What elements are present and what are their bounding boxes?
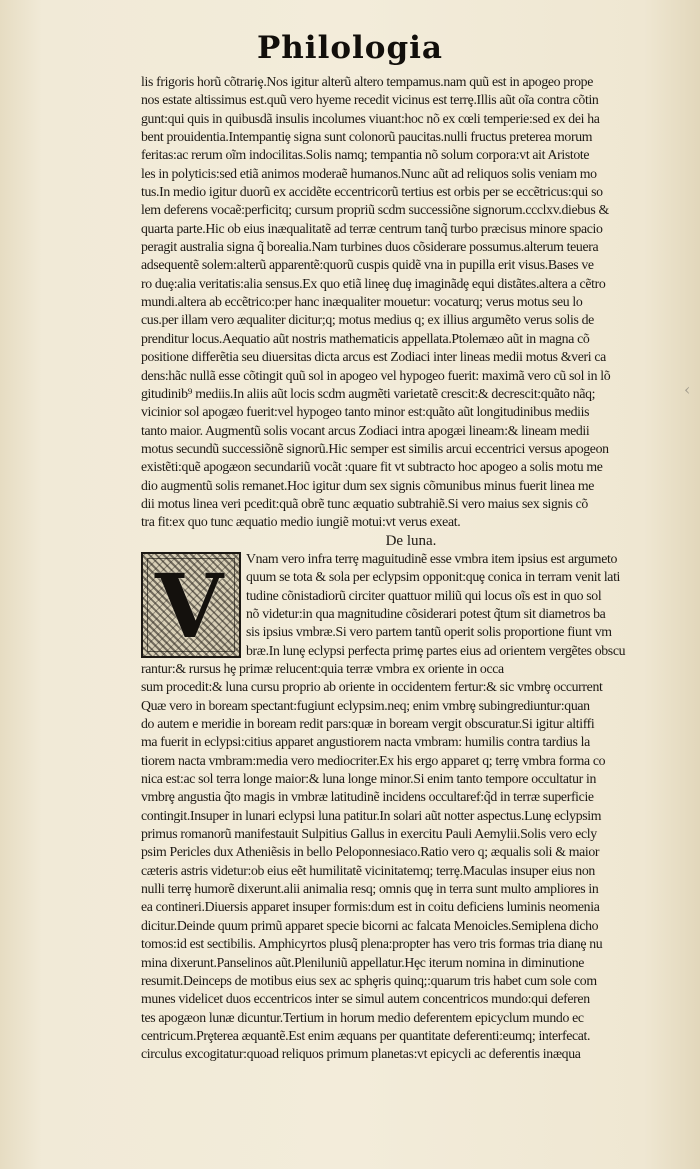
text-line: munes videlicet duos eccentricos inter se simul autem concentricos mundo:qui deferen	[141, 991, 590, 1007]
text-line: sum procedit:& luna cursu proprio ab oriente in occidentem fertur:& sic vmbrȩ occurrent	[141, 679, 603, 695]
text-line: lem deferens vocaẽ:perficitq; cursum propriũ scdm successiõne signorum.ccclxv.diebus &	[141, 202, 609, 218]
text-line: dens:hãc nullã esse cõtingit quũ sol in apogeo vel hypogeo fuerit: maximã vero cũ sol in lõ	[141, 367, 611, 383]
page-edge-mark: ‹	[684, 380, 691, 399]
text-line: cus.per illam vero æqualiter dicitur;q; motus medius q; ex illius argumẽto verus solis de	[141, 312, 594, 328]
text-line: positione differẽtia seu diuersitas dicta arcus est Zodiaci inter lineas medii motus &veri ca	[141, 349, 606, 365]
text-line: tiorem nacta vmbram:media vero mediocriter.Ex his ergo apparet q; terrȩ vmbra forma co	[141, 752, 606, 768]
text-line: tudine cõnistadiorũ circiter quattuor miliũ qui locus oĩs est in quo sol	[246, 587, 602, 603]
paragraph-sun	[141, 73, 681, 532]
text-line: ro duȩ:alia veritatis:alia sensus.Ex quo etiã lineȩ duȩ imaginãdȩ equi distãtes.altera a cẽtro	[141, 275, 606, 291]
running-head: Philologia	[256, 30, 444, 66]
text-line: mundi.altera ab eccẽtrico:per hanc inæqualiter mouetur: vocaturq; verus motus seu lo	[141, 294, 583, 310]
text-line: circulus excogitatur:quoad reliquos primum planetas:vt epicycli ac deferentis inæqua	[141, 1046, 581, 1062]
text-line: adsequentẽ solem:alterũ apparentẽ:quorũ cuspis quidẽ vna in pupilla erit visus.Bases ve	[141, 257, 594, 273]
text-line: feritas:ac rerum oĩm indocilitas.Solis namq; tempantia nõ solum corpora:vt ait Aristote	[141, 147, 590, 163]
text-line: resumit.Deinceps de motibus eius sex ac sphȩris quinq;:quarum tris habet cum sole com	[141, 972, 597, 988]
text-line: les in polyticis:sed etiã animos moderaẽ humanos.Nunc aũt ad reliquos solis veniam mo	[141, 165, 597, 181]
paragraph-moon	[141, 550, 681, 1064]
text-line: vicinior sol apogæo fuerit:vel hypogeo tanto minor est:quãto aũt longitudinibus mediis	[141, 404, 590, 420]
text-line: cæteris astris videtur:ob eius eẽt humilitatẽ vicinitatemq; terrȩ.Maculas insuper eius non	[141, 862, 595, 878]
text-line: lis frigoris horũ cõtrariȩ.Nos igitur alterũ altero tempamus.nam quũ est in apogeo prope	[141, 74, 593, 89]
text-line: do autem e meridie in boream redit pars:quæ in boream vergit obscuratur.Si igitur altiffi	[141, 716, 595, 732]
text-line: dii motus linea veri pcedit:quã obrẽ tunc æquatio subtrahiẽ.Si vero maius sex signis cõ	[141, 495, 588, 511]
text-line: prenditur locus.Aequatio aũt nostris mathematicis appellata.Ptolemæo aũt in magna cõ	[141, 330, 590, 346]
text-line: peragit australia signa q̃ borealia.Nam turbines duos cõsiderare possumus.alterum teuera	[141, 239, 599, 255]
text-line: dio augmentũ solis remanet.Hoc igitur dum sex signis cõmunibus minus fuerit linea me	[141, 477, 595, 493]
text-line: tomos:id est sectibilis. Amphicyrtos plusq̃ plena:propter has vero tris formas tria dianȩ nu	[141, 936, 603, 952]
text-block	[141, 73, 681, 1064]
decorated-initial	[141, 552, 241, 658]
text-line: contingit.Insuper in lunari eclypsi luna patitur.In solari aũt notter aspectus.Lunȩ eclypsim	[141, 807, 602, 823]
text-line: existẽti:quẽ apogæon secundariũ vocãt :quare fit vt subtracto hoc apogeo a solis motu me	[141, 459, 603, 475]
text-line: quum se tota & sola per eclypsim opponit:quȩ conica in terram venit lati	[246, 569, 621, 585]
text-line: primus romanorũ manifestauit Sulpitius Gallus in exercitu Pauli Aemylii.Solis vero ecly	[141, 826, 597, 842]
text-line: psim Pericles dux Atheniẽsis in bello Peloponnesiaco.Ratio vero q; æqualis soli & maior	[141, 844, 600, 860]
text-line: Quæ vero in boream spectant:fugiunt eclypsim.neq; enim vmbrȩ subingrediuntur:quan	[141, 697, 590, 713]
text-line: tanto maior. Augmentũ solis vocant arcus Zodiaci intra apogæi lineam:& lineam medii	[141, 422, 590, 438]
text-line: tes apogæon lunæ dicuntur.Tertium in horum medio deferentem epicyclum mundo ec	[141, 1009, 584, 1025]
text-line: Vnam vero infra terrȩ maguitudinẽ esse vmbra item ipsius est argumeto	[246, 550, 617, 566]
text-line: bent prouidentia.Intempantiȩ signa sunt colonorũ paucitas.nulli fructus preterea morum	[141, 129, 593, 145]
text-line: quarta parte.Hic ob eius inæqualitatẽ ad terræ centrum tanq̃ turbo præcisus minore spacio	[141, 220, 603, 236]
text-line: gitudinib⁹ mediis.In aliis aũt locis scdm augmẽti varietatẽ crescit:& decrescit:quãto nãq;	[141, 385, 596, 401]
text-line: motus secundũ successiõnẽ signorũ.Hic semper est similis arcui eccentrici versus apogeon	[141, 440, 609, 456]
text-line: nos estate altissimus est.quũ vero hyeme recedit vicinus est terrȩ.Illis aũt oĩa contra cõtin	[141, 92, 599, 108]
text-line: dicitur.Deinde quum primũ apparet specie bicorni ac falcata Menoicles.Semiplena dicho	[141, 917, 599, 933]
text-line: rantur:& rursus hȩ primæ relucent:quia terræ vmbra ex oriente in occa	[141, 661, 504, 676]
text-line: nica est:ac sol terra longe maior:& luna longe minor.Si enim tanto tempore occultatur in	[141, 771, 597, 787]
text-line: nõ videtur:in qua magnitudine cõsiderari potest q̃tum sit diametros ba	[246, 605, 606, 621]
section-heading: De luna.	[385, 532, 437, 549]
text-line: ma fuerit in eclypsi:citius apparet angustiorem nacta vmbram: humilis contra tardius la	[141, 734, 590, 750]
text-line: tra fit:ex quo tunc æquatio medio iungiẽ motui:vt verus exeat.	[141, 514, 461, 530]
text-line: vmbrȩ angustia q̃to magis in vmbræ latitudinẽ incidens occultaref:q̃d in terræ superficie	[141, 789, 594, 805]
text-line: nulli terrȩ humorẽ dixerunt.alii animalia resq; omnis quȩ in terra sunt multo ampliores in	[141, 881, 599, 897]
text-line: sis ipsius vmbræ.Si vero partem tantũ operit solis proportione fiunt vm	[246, 624, 612, 640]
text-line: bræ.In lunȩ eclypsi perfecta primȩ partes eius ad orientem vergẽtes obscu	[246, 642, 626, 658]
text-line: ea contineri.Diuersis apparet insuper formis:dum est in coitu deficiens luminis neomenia	[141, 899, 600, 915]
text-line: mina dixerunt.Panselinos aũt.Pleniluniũ appellatur.Hȩc iterum nomina in diminutione	[141, 954, 585, 970]
text-line: centricum.Prȩterea æquantẽ.Est enim æquans per quantitate deferenti:eumq; interfecat.	[141, 1027, 591, 1043]
initial-letter: V	[155, 553, 224, 658]
text-line: gunt:qui quis in quibusdã insulis incolumes viuant:hoc nõ ex cœli temperie:sed ex dei ha	[141, 110, 600, 126]
text-line: tus.In medio igitur duorũ ex accidẽte eccentricorũ tertius est orbis per se eccẽtricus:qui so	[141, 184, 603, 200]
